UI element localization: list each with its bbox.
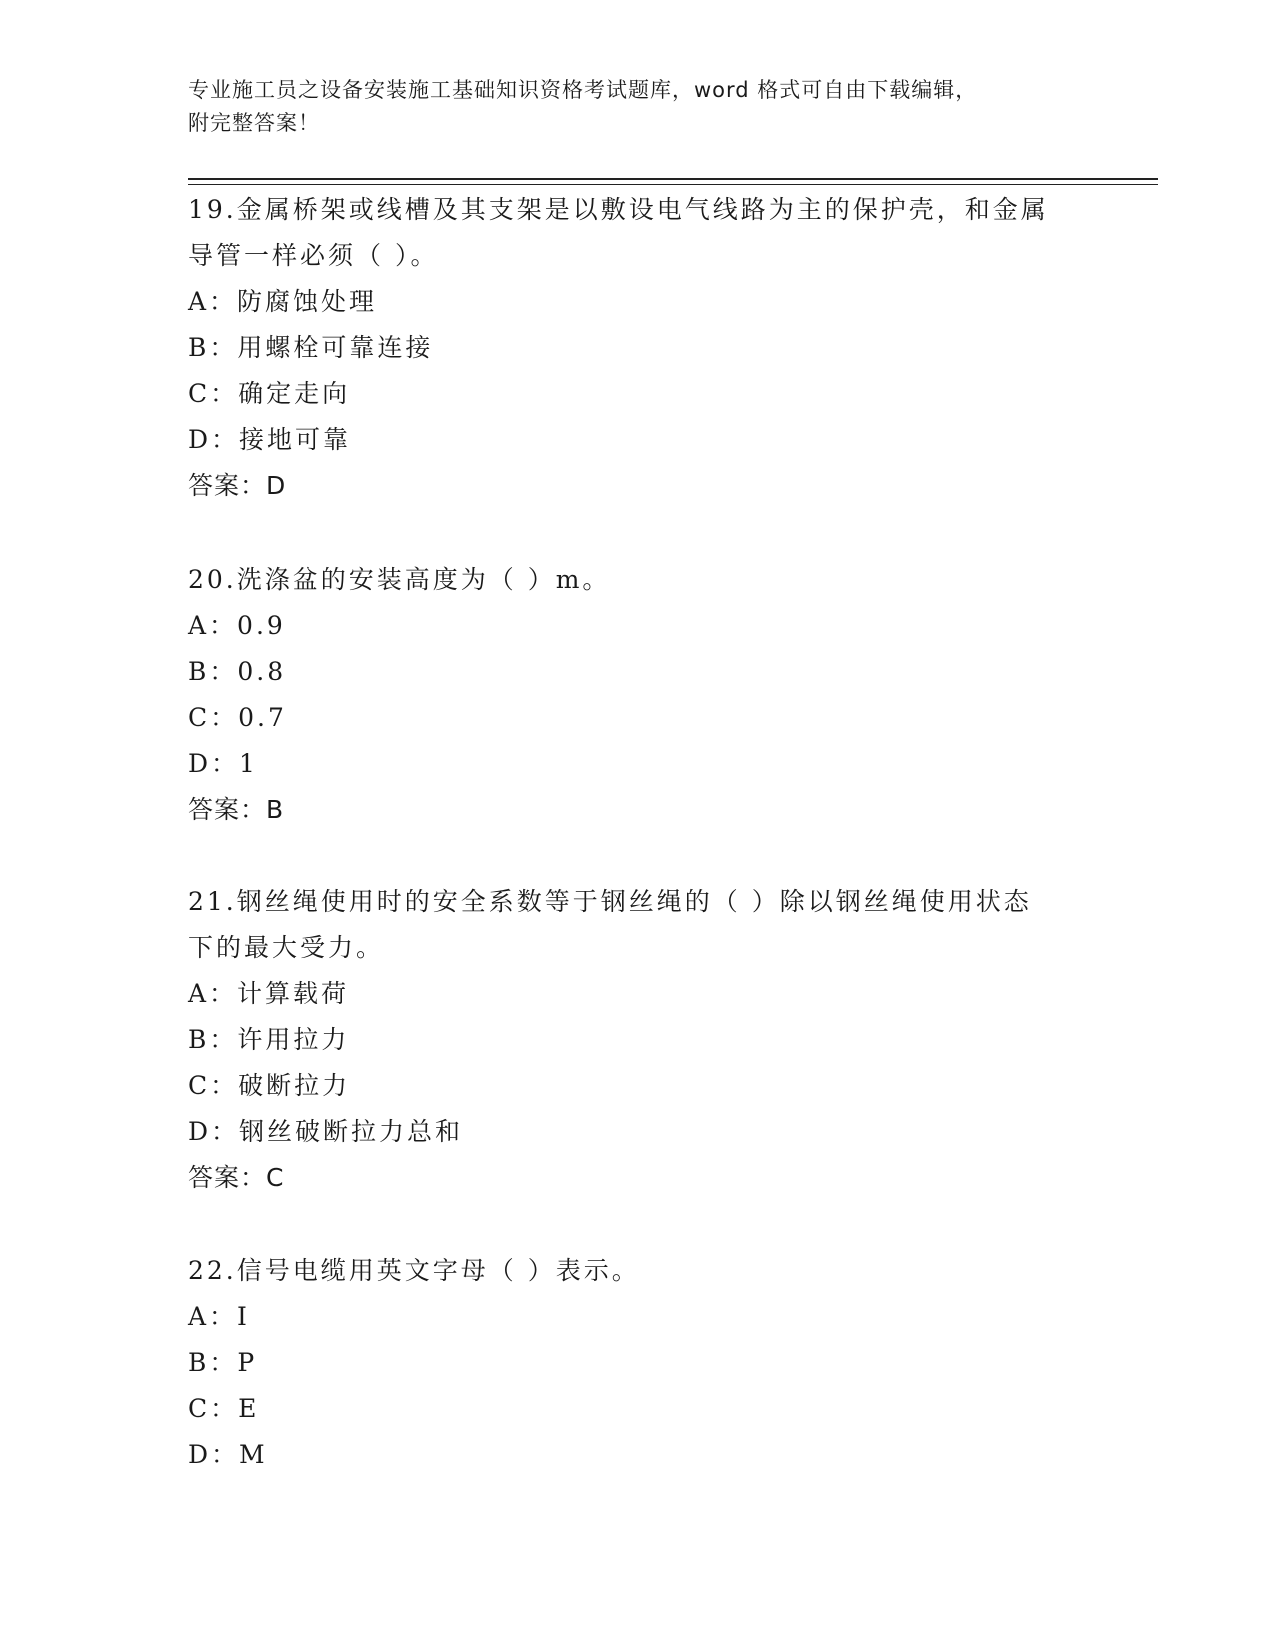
option-a: A：防腐蚀处理 (188, 287, 378, 316)
question-stem: 20.洗涤盆的安装高度为（ ）m。 (188, 565, 611, 594)
header-divider (188, 178, 1158, 185)
header-line-1: 专业施工员之设备安装施工基础知识资格考试题库，word 格式可自由下载编辑， (188, 78, 978, 102)
answer: 答案：C (188, 1163, 285, 1192)
answer: 答案：B (188, 795, 285, 824)
question-stem: 下的最大受力。 (188, 933, 385, 962)
option-a: A：计算载荷 (188, 979, 350, 1008)
option-d: D：1 (188, 749, 258, 778)
question-21 (188, 879, 1088, 1201)
option-b: B：P (188, 1348, 258, 1377)
question-stem: 21.钢丝绳使用时的安全系数等于钢丝绳的（ ）除以钢丝绳使用状态 (188, 887, 1032, 916)
question-stem: 22.信号电缆用英文字母（ ）表示。 (188, 1256, 640, 1285)
option-c: C：0.7 (188, 703, 287, 732)
question-stem: 导管一样必须（ ）。 (188, 241, 439, 270)
question-20 (188, 557, 1088, 833)
option-b: B：用螺栓可靠连接 (188, 333, 434, 362)
option-c: C：确定走向 (188, 379, 351, 408)
option-b: B：0.8 (188, 657, 287, 686)
answer: 答案：D (188, 471, 287, 500)
option-b: B：许用拉力 (188, 1025, 350, 1054)
option-c: C：E (188, 1394, 260, 1423)
option-a: A：I (188, 1302, 250, 1331)
question-stem: 19.金属桥架或线槽及其支架是以敷设电气线路为主的保护壳，和金属 (188, 195, 1049, 224)
option-c: C：破断拉力 (188, 1071, 351, 1100)
document-header (188, 74, 1068, 140)
option-d: D：接地可靠 (188, 425, 352, 454)
option-a: A：0.9 (188, 611, 286, 640)
header-line-2: 附完整答案！ (188, 111, 320, 135)
question-19 (188, 187, 1088, 509)
option-d: D：M (188, 1440, 268, 1469)
option-d: D：钢丝破断拉力总和 (188, 1117, 464, 1146)
question-22 (188, 1248, 1088, 1478)
